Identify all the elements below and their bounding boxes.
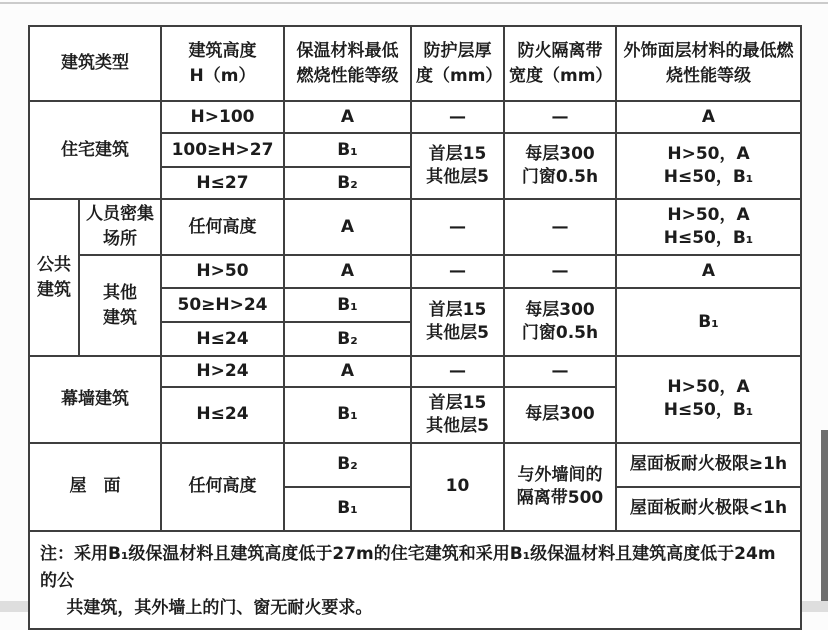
cell-pub-grade-2: B₂ [284, 322, 411, 356]
cell-public-other-label: 其他 建筑 [79, 255, 161, 356]
cell-curtain-label: 幕墙建筑 [29, 356, 161, 443]
cell-res-protection-merged: 首层15 其他层5 [411, 133, 504, 199]
fire-performance-table [28, 25, 802, 630]
table-row [29, 356, 801, 387]
cell-public-dense-barrier: — [504, 199, 616, 255]
cell-res-barrier-merged: 每层300 门窗0.5h [504, 133, 616, 199]
cell-pub-height-2: H≤24 [161, 322, 284, 356]
cell-public-label: 公共 建筑 [29, 199, 79, 356]
cell-cur-protection-1: 首层15 其他层5 [411, 387, 504, 443]
cell-pub-protection-0: — [411, 255, 504, 288]
footnote-line-1: 注：采用B₁级保温材料且建筑高度低于27m的住宅建筑和采用B₁级保温材料且建筑高度低于24m的公 [40, 543, 776, 591]
cell-roof-grade-0: B₂ [284, 443, 411, 487]
cell-cur-protection-0: — [411, 356, 504, 387]
cell-cur-height-1: H≤24 [161, 387, 284, 443]
cell-res-grade-2: B₂ [284, 167, 411, 199]
cell-res-height-2: H≤27 [161, 167, 284, 199]
cell-res-grade-0: A [284, 101, 411, 133]
cell-pub-grade-1: B₁ [284, 288, 411, 322]
cell-public-dense-finish: H>50，A H≤50，B₁ [616, 199, 801, 255]
cell-public-dense-label: 人员密集 场所 [79, 199, 161, 255]
cell-cur-grade-1: B₁ [284, 387, 411, 443]
cell-res-grade-1: B₁ [284, 133, 411, 167]
cell-res-height-1: 100≥H>27 [161, 133, 284, 167]
header-protection-thickness: 防护层厚 度（mm） [411, 26, 504, 101]
cell-roof-barrier-merged: 与外墙间的 隔离带500 [504, 443, 616, 531]
cell-public-dense-height: 任何高度 [161, 199, 284, 255]
cell-roof-protection-merged: 10 [411, 443, 504, 531]
cell-cur-barrier-1: 每层300 [504, 387, 616, 443]
header-finish-grade: 外饰面层材料的最低燃 烧性能等级 [616, 26, 801, 101]
scan-artifact-right [821, 430, 828, 601]
cell-pub-protection-merged: 首层15 其他层5 [411, 288, 504, 356]
table-row [29, 101, 801, 133]
cell-public-dense-protection: — [411, 199, 504, 255]
cell-residential-label: 住宅建筑 [29, 101, 161, 199]
cell-res-height-0: H>100 [161, 101, 284, 133]
table-row [29, 199, 801, 255]
note-row [29, 531, 801, 630]
header-row [29, 26, 801, 101]
cell-roof-finish-1: 屋面板耐火极限<1h [616, 487, 801, 531]
cell-pub-height-0: H>50 [161, 255, 284, 288]
cell-roof-label: 屋 面 [29, 443, 161, 531]
header-building-type: 建筑类型 [29, 26, 161, 101]
header-insulation-grade: 保温材料最低 燃烧性能等级 [284, 26, 411, 101]
scan-artifact-top [0, 2, 828, 4]
cell-pub-finish-0: A [616, 255, 801, 288]
cell-cur-barrier-0: — [504, 356, 616, 387]
cell-roof-grade-1: B₁ [284, 487, 411, 531]
header-barrier-width: 防火隔离带 宽度（mm） [504, 26, 616, 101]
cell-res-barrier-0: — [504, 101, 616, 133]
cell-pub-barrier-0: — [504, 255, 616, 288]
cell-public-dense-grade: A [284, 199, 411, 255]
cell-res-finish-0: A [616, 101, 801, 133]
cell-pub-grade-0: A [284, 255, 411, 288]
cell-res-finish-merged: H>50，A H≤50，B₁ [616, 133, 801, 199]
cell-res-protection-0: — [411, 101, 504, 133]
footnote-line-2: 共建筑，其外墙上的门、窗无耐火要求。 [66, 598, 373, 619]
cell-cur-grade-0: A [284, 356, 411, 387]
table-row [29, 443, 801, 487]
cell-roof-height: 任何高度 [161, 443, 284, 531]
cell-pub-barrier-merged: 每层300 门窗0.5h [504, 288, 616, 356]
cell-pub-finish-merged: B₁ [616, 288, 801, 356]
header-building-height: 建筑高度 H（m） [161, 26, 284, 101]
table-footnote [29, 531, 801, 630]
cell-cur-height-0: H>24 [161, 356, 284, 387]
cell-cur-finish-merged: H>50，A H≤50，B₁ [616, 356, 801, 443]
table-row [29, 255, 801, 288]
cell-roof-finish-0: 屋面板耐火极限≥1h [616, 443, 801, 487]
cell-pub-height-1: 50≥H>24 [161, 288, 284, 322]
